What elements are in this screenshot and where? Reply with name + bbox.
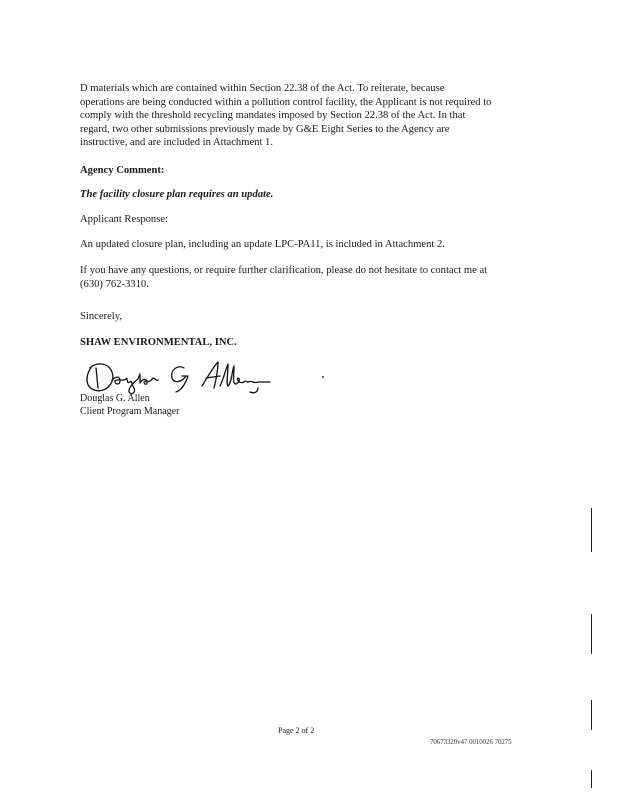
scan-speck xyxy=(322,376,324,378)
margin-mark xyxy=(591,700,592,730)
agency-comment-text: The facility closure plan requires an update. xyxy=(80,189,274,200)
contact-paragraph xyxy=(80,264,530,291)
margin-mark xyxy=(591,508,592,552)
signer-block xyxy=(80,392,530,418)
page-number: Page 2 of 2 xyxy=(278,726,315,735)
signer-title: Client Program Manager xyxy=(80,406,180,417)
document-id: 70673320v47 0010026 70275 xyxy=(430,739,512,746)
applicant-response-heading: Applicant Response: xyxy=(80,214,168,225)
agency-comment-heading: Agency Comment: xyxy=(80,165,165,176)
margin-mark xyxy=(591,770,592,788)
company-name: SHAW ENVIRONMENTAL, INC. xyxy=(80,337,237,348)
paragraph-line: (630) 762-3310. xyxy=(80,278,149,290)
paragraph-line: D materials which are contained within Section 22.38 of the Act. To reiterate, because xyxy=(80,83,445,94)
paragraph-line: regard, two other submissions previously made by G&E Eight Series to the Agency are xyxy=(80,123,450,135)
paragraph-line: operations are being conducted within a pollution control facility, the Applicant is not required to xyxy=(80,96,492,108)
signer-name: Douglas G. Allen xyxy=(80,393,150,404)
margin-mark xyxy=(591,614,592,654)
paragraph-intro xyxy=(80,82,530,150)
closing-salutation: Sincerely, xyxy=(80,311,122,322)
applicant-response-text: An updated closure plan, including an update LPC-PA11, is included in Attachment 2. xyxy=(80,239,445,250)
paragraph-line: If you have any questions, or require further clarification, please do not hesitate to contact me at xyxy=(80,265,488,276)
paragraph-line: instructive, and are included in Attachment 1. xyxy=(80,137,273,149)
paragraph-line: comply with the threshold recycling mandates imposed by Section 22.38 of the Act. In that xyxy=(80,110,466,122)
